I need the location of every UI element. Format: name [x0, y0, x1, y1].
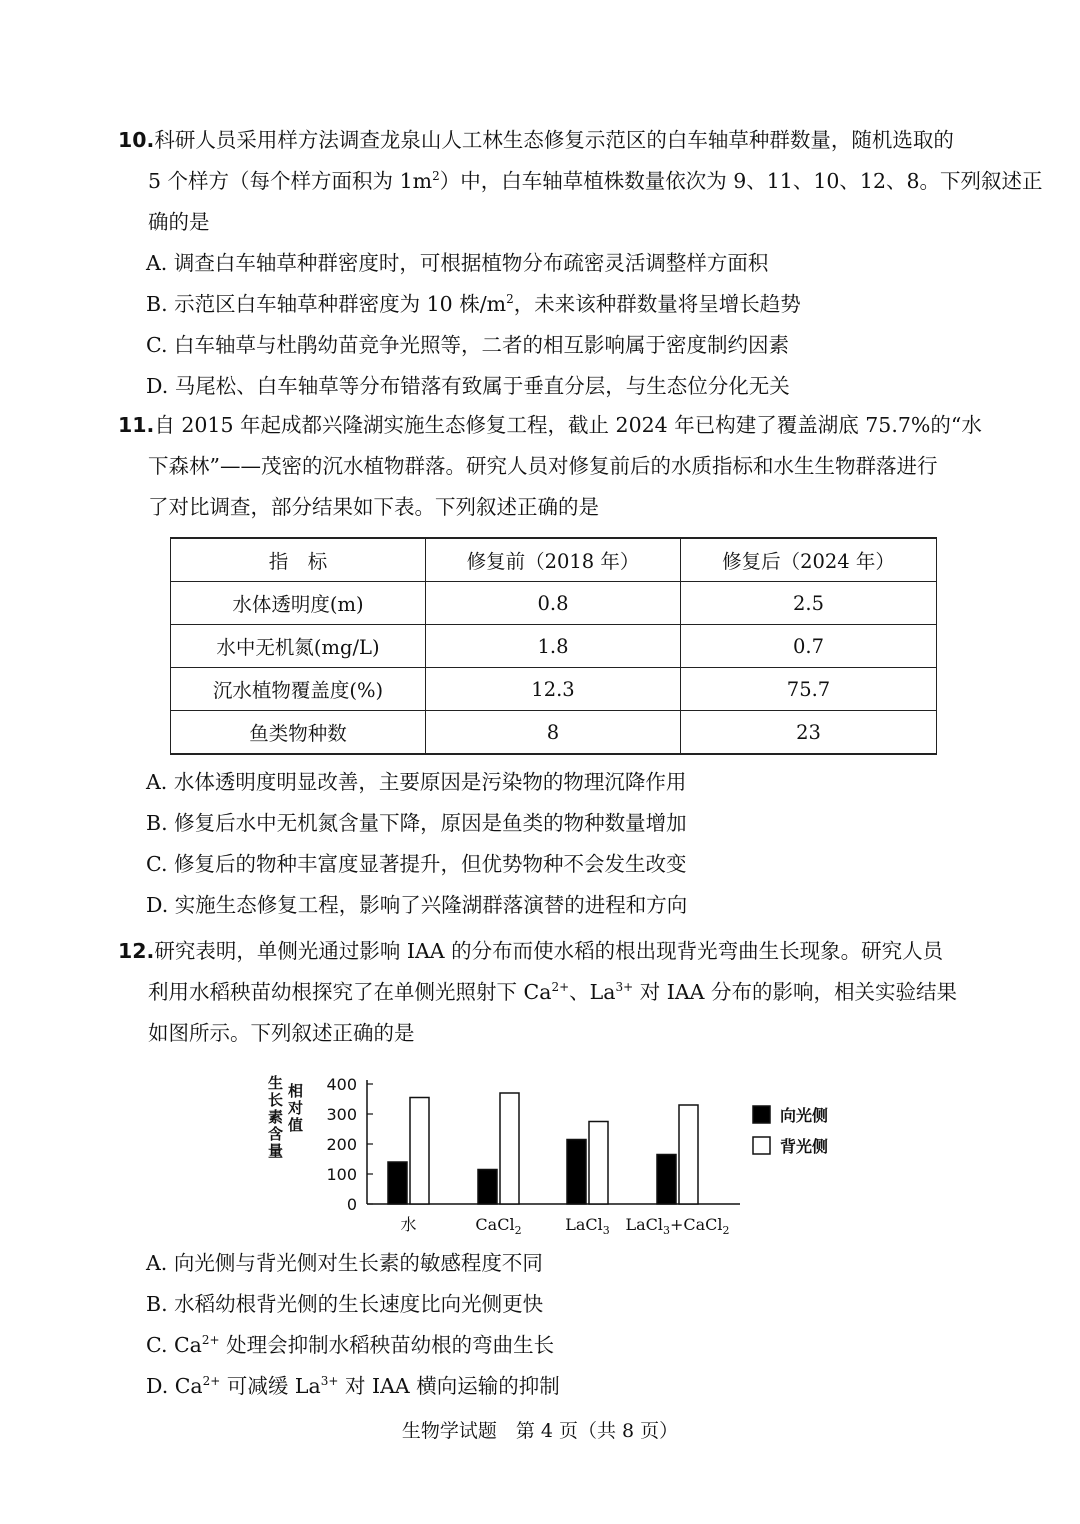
question-stem-text: 、La	[569, 980, 616, 1004]
superscript: 2+	[551, 980, 570, 994]
superscript: 2	[506, 292, 514, 306]
table-cell: 1.8	[426, 625, 681, 668]
bar-light-side	[478, 1170, 497, 1205]
y-tick-label: 400	[326, 1075, 357, 1094]
x-tick-label: CaCl$_2$	[475, 1215, 522, 1237]
table-cell: 12.3	[426, 668, 681, 711]
legend-label: 向光侧	[780, 1106, 829, 1125]
question-stem-line: 确的是	[148, 210, 210, 234]
page-footer: 生物学试题 第 4 页（共 8 页）	[401, 1420, 679, 1442]
superscript: 2	[432, 169, 440, 183]
legend-swatch	[753, 1106, 770, 1123]
question-12	[118, 931, 978, 1054]
bar-shade-side	[589, 1122, 608, 1205]
table-cell: 0.8	[426, 582, 681, 625]
table-cell: 0.7	[681, 625, 937, 668]
question-stem-line: 自 2015 年起成都兴隆湖实施生态修复工程，截止 2024 年已构建了覆盖湖底 75.7%的“水	[154, 413, 982, 437]
option-d: D. 实施生态修复工程，影响了兴隆湖群落演替的进程和方向	[146, 893, 688, 917]
question-stem-line: 科研人员采用样方法调查龙泉山人工林生态修复示范区的白车轴草种群数量，随机选取的	[154, 128, 954, 152]
option-a: A. 水体透明度明显改善，主要原因是污染物的物理沉降作用	[146, 770, 687, 794]
table-row	[171, 711, 937, 755]
option-text: B. 示范区白车轴草种群密度为 10 株/m	[146, 292, 507, 316]
question-stem-text: 对 IAA 分布的影响，相关实验结果	[633, 980, 957, 1004]
question-10	[118, 120, 1043, 407]
table-row	[171, 625, 937, 668]
option-text: 可减缓 La	[220, 1374, 321, 1398]
table-cell: 水体透明度(m)	[171, 582, 426, 625]
x-tick-label: LaCl$_3$	[565, 1215, 610, 1237]
x-tick-label: LaCl$_3$+CaCl$_2$	[625, 1215, 730, 1237]
bar-shade-side	[410, 1098, 429, 1205]
legend-swatch	[753, 1137, 770, 1154]
question-stem-text: 利用水稻秧苗幼根探究了在单侧光照射下 Ca	[148, 980, 552, 1004]
iaa-bar-chart	[250, 1068, 830, 1243]
table-row	[171, 582, 937, 625]
table-cell: 8	[426, 711, 681, 755]
question-stem-line: 下森林”——茂密的沉水植物群落。研究人员对修复前后的水质指标和水生生物群落进行	[148, 454, 938, 478]
superscript: 3+	[320, 1374, 339, 1388]
table-header-row	[171, 538, 937, 582]
table-cell: 沉水植物覆盖度(%)	[171, 668, 426, 711]
y-tick-label: 300	[326, 1105, 357, 1124]
option-c: C. 白车轴草与杜鹃幼苗竞争光照等，二者的相互影响属于密度制约因素	[146, 333, 789, 357]
table-cell: 鱼类物种数	[171, 711, 426, 755]
question-11-options	[118, 762, 978, 926]
table-header: 修复前（2018 年）	[426, 538, 681, 582]
bar-shade-side	[679, 1105, 698, 1204]
y-tick-label: 100	[326, 1165, 357, 1184]
option-text: 处理会抑制水稻秧苗幼根的弯曲生长	[219, 1333, 555, 1357]
superscript: 3+	[615, 980, 634, 994]
option-c: C. 修复后的物种丰富度显著提升，但优势物种不会发生改变	[146, 852, 687, 876]
question-11	[118, 405, 982, 528]
question-number: 11.	[118, 413, 155, 437]
superscript: 2+	[202, 1374, 221, 1388]
superscript: 2+	[201, 1333, 220, 1347]
table-header: 修复后（2024 年）	[681, 538, 937, 582]
question-stem-line: 研究表明，单侧光通过影响 IAA 的分布而使水稻的根出现背光弯曲生长现象。研究人员	[154, 939, 944, 963]
option-b: B. 水稻幼根背光侧的生长速度比向光侧更快	[146, 1292, 544, 1316]
x-tick-label: 水	[400, 1215, 417, 1234]
option-d: D. 马尾松、白车轴草等分布错落有致属于垂直分层，与生态位分化无关	[146, 374, 790, 398]
option-c	[118, 1325, 978, 1366]
y-tick-label: 200	[326, 1135, 357, 1154]
bar-light-side	[567, 1140, 586, 1205]
legend-label: 背光侧	[780, 1137, 829, 1156]
y-axis-label: 生长素含量	[268, 1074, 284, 1160]
bar-shade-side	[500, 1093, 519, 1204]
y-axis-label: 相对值	[288, 1082, 304, 1134]
question-stem-text: ）中，白车轴草植株数量依次为 9、11、10、12、8。下列叙述正	[439, 169, 1043, 193]
option-b	[118, 284, 978, 325]
option-text: 对 IAA 横向运输的抑制	[338, 1374, 560, 1398]
table-cell: 水中无机氮(mg/L)	[171, 625, 426, 668]
bar-light-side	[657, 1155, 676, 1205]
table-cell: 75.7	[681, 668, 937, 711]
question-number: 12.	[118, 939, 155, 963]
question-stem-line: 了对比调查，部分结果如下表。下列叙述正确的是	[148, 495, 599, 519]
table-row	[171, 668, 937, 711]
results-table	[170, 537, 937, 755]
y-tick-label: 0	[346, 1195, 357, 1214]
question-12-options	[118, 1243, 978, 1407]
option-a: A. 调查白车轴草种群密度时，可根据植物分布疏密灵活调整样方面积	[146, 251, 769, 275]
table-header: 指 标	[171, 538, 426, 582]
question-stem-text: 5 个样方（每个样方面积为 1m	[148, 169, 433, 193]
table-cell: 23	[681, 711, 937, 755]
question-number: 10.	[118, 128, 155, 152]
option-text: ，未来该种群数量将呈增长趋势	[513, 292, 801, 316]
option-d	[118, 1366, 978, 1407]
table-cell: 2.5	[681, 582, 937, 625]
option-text: D. Ca	[146, 1374, 203, 1398]
option-b: B. 修复后水中无机氮含量下降，原因是鱼类的物种数量增加	[146, 811, 687, 835]
option-text: C. Ca	[146, 1333, 202, 1357]
bar-light-side	[388, 1162, 407, 1204]
option-a: A. 向光侧与背光侧对生长素的敏感程度不同	[146, 1251, 543, 1275]
question-stem-line: 如图所示。下列叙述正确的是	[148, 1021, 415, 1045]
